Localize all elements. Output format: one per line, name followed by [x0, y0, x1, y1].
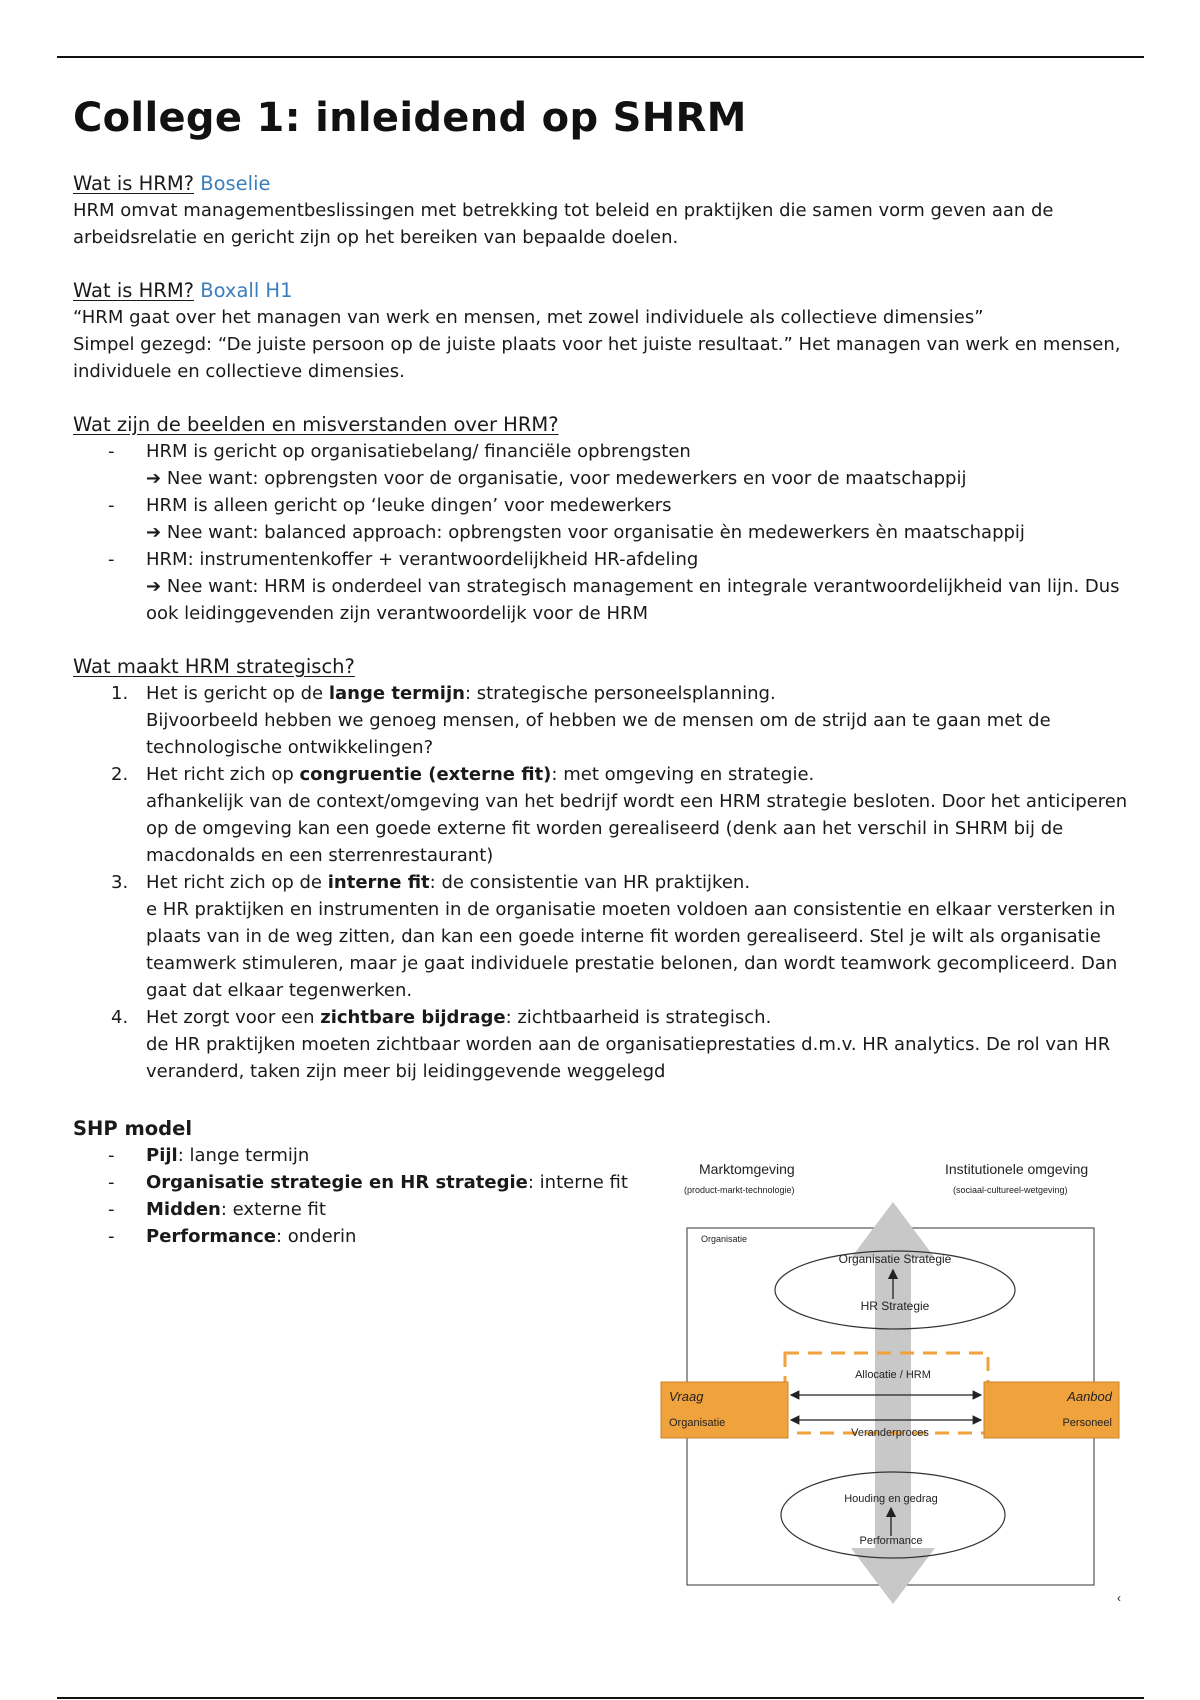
paragraph: Simpel gezegd: “De juiste persoon op de juiste plaats voor het juiste resultaat.” Het managen van werk en mensen, individuele en collectieve dimensies. [73, 334, 1121, 382]
list-item: - Performance: onderin [73, 1223, 1133, 1250]
org-strategie-label: Organisatie Strategie [838, 1252, 952, 1266]
organisatie-label: Organisatie [701, 1234, 748, 1244]
section-strategisch [73, 653, 1133, 1085]
list-item: - Organisatie strategie en HR strategie: interne fit [73, 1169, 1133, 1196]
list-item: - HRM is gericht op organisatiebelang/ financiële opbrengsten ➔ Nee want: opbrengsten voor de organisatie, voor medewerkers en voor de maatschappij [73, 438, 1133, 492]
section-heading: Wat is HRM? Boxall H1 [73, 279, 293, 302]
source-label: Boselie [200, 172, 271, 195]
list-item: - Pijl: lange termijn [73, 1142, 1133, 1169]
shp-heading: SHP model [73, 1117, 193, 1140]
aanbod-sub-label: Personeel [1062, 1417, 1112, 1429]
source-label: Boxall H1 [200, 279, 293, 302]
section-heading: Wat maakt HRM strategisch? [73, 655, 355, 678]
page-title: College 1: inleidend op SHRM [73, 95, 747, 141]
list-item: - Midden: externe fit [73, 1196, 1133, 1223]
list-item: - HRM: instrumentenkoffer + verantwoordelijkheid HR-afdeling ➔ Nee want: HRM is onderdeel van strategisch management en integrale verantwoordelijkheid van lijn. Dus ook leidinggevenden zijn verantwoordelijk voor de HRM [73, 546, 1133, 627]
list-item: 4. Het zorgt voor een zichtbare bijdrage: zichtbaarheid is strategisch. de HR praktijken moeten zichtbaar worden aan de organisatieprestaties d.m.v. HR analytics. De rol van HR veranderd, taken zijn meer bij leidinggevende weggelegd [111, 1007, 1111, 1082]
inst-sub-label: (sociaal-cultureel-wetgeving) [953, 1185, 1068, 1195]
arrow-right-icon: ➔ [146, 522, 162, 543]
performance-label: Performance [859, 1535, 923, 1547]
section-misverstanden [73, 411, 1133, 627]
paragraph: HRM omvat managementbeslissingen met betrekking tot beleid en praktijken die samen vorm geven aan de arbeidsrelatie en gericht zijn op het bereiken van bepaalde doelen. [73, 200, 1054, 248]
houding-label: Houding en gedrag [844, 1493, 938, 1505]
inst-label: Institutionele omgeving [945, 1161, 1089, 1177]
allocatie-label: Allocatie / HRM [855, 1369, 931, 1381]
section-heading: Wat is HRM? Boselie [73, 172, 271, 195]
section-heading: Wat zijn de beelden en misverstanden over HRM? [73, 413, 559, 436]
top-rule [57, 56, 1144, 58]
aanbod-label: Aanbod [1067, 1389, 1112, 1404]
strategisch-list [73, 680, 1133, 1085]
section-boxall [73, 277, 1133, 385]
arrow-right-icon: ➔ [146, 468, 162, 489]
markt-label: Marktomgeving [699, 1161, 795, 1177]
veranderproces-label: Veranderproces [851, 1427, 929, 1439]
markt-sub-label: (product-markt-technologie) [684, 1185, 795, 1195]
list-item: - HRM is alleen gericht op ‘leuke dingen’ voor medewerkers ➔ Nee want: balanced approach: opbrengsten voor organisatie èn medewerkers èn maatschappij [73, 492, 1133, 546]
document-page [73, 88, 1133, 1250]
quote: “HRM gaat over het managen van werk en mensen, met zowel individuele als collectieve dimensies” [73, 307, 984, 328]
list-item: 3. Het richt zich op de interne fit: de consistentie van HR praktijken. e HR praktijken en instrumenten in de organisatie moeten voldoen aan consistentie en elkaar versterken in plaats van in de weg zitten, dan kan een goede interne fit worden gerealiseerd. Stel je wilt als organisatie teamwerk stimuleren, maar je gaat individuele prestatie belonen, dan wordt teamwork gecompliceerd. Dan gaat dat elkaar tegenwerken. [111, 872, 1118, 1001]
page-mark: ‹ [1117, 1591, 1121, 1605]
list-item: 2. Het richt zich op congruentie (externe fit): met omgeving en strategie. afhankelijk van de context/omgeving van het bedrijf wordt een HRM strategie besloten. Door het anticiperen op de omgeving kan een goede externe fit worden gerealiseerd (denk aan het verschil in SHRM bij de macdonalds en een sterrenrestaurant) [111, 764, 1128, 866]
vraag-label: Vraag [669, 1389, 704, 1404]
hr-strategie-label: HR Strategie [860, 1299, 930, 1313]
misverstanden-list [73, 438, 1133, 627]
bottom-rule [57, 1697, 1144, 1699]
list-item: 1. Het is gericht op de lange termijn: strategische personeelsplanning. Bijvoorbeeld hebben we genoeg mensen, of hebben we de mensen om de strijd aan te gaan met de technologische ontwikkelingen? [111, 683, 1051, 758]
vraag-sub-label: Organisatie [669, 1417, 726, 1429]
shp-diagram [655, 1150, 1125, 1605]
section-boselie [73, 170, 1133, 251]
arrow-right-icon: ➔ [146, 576, 162, 597]
